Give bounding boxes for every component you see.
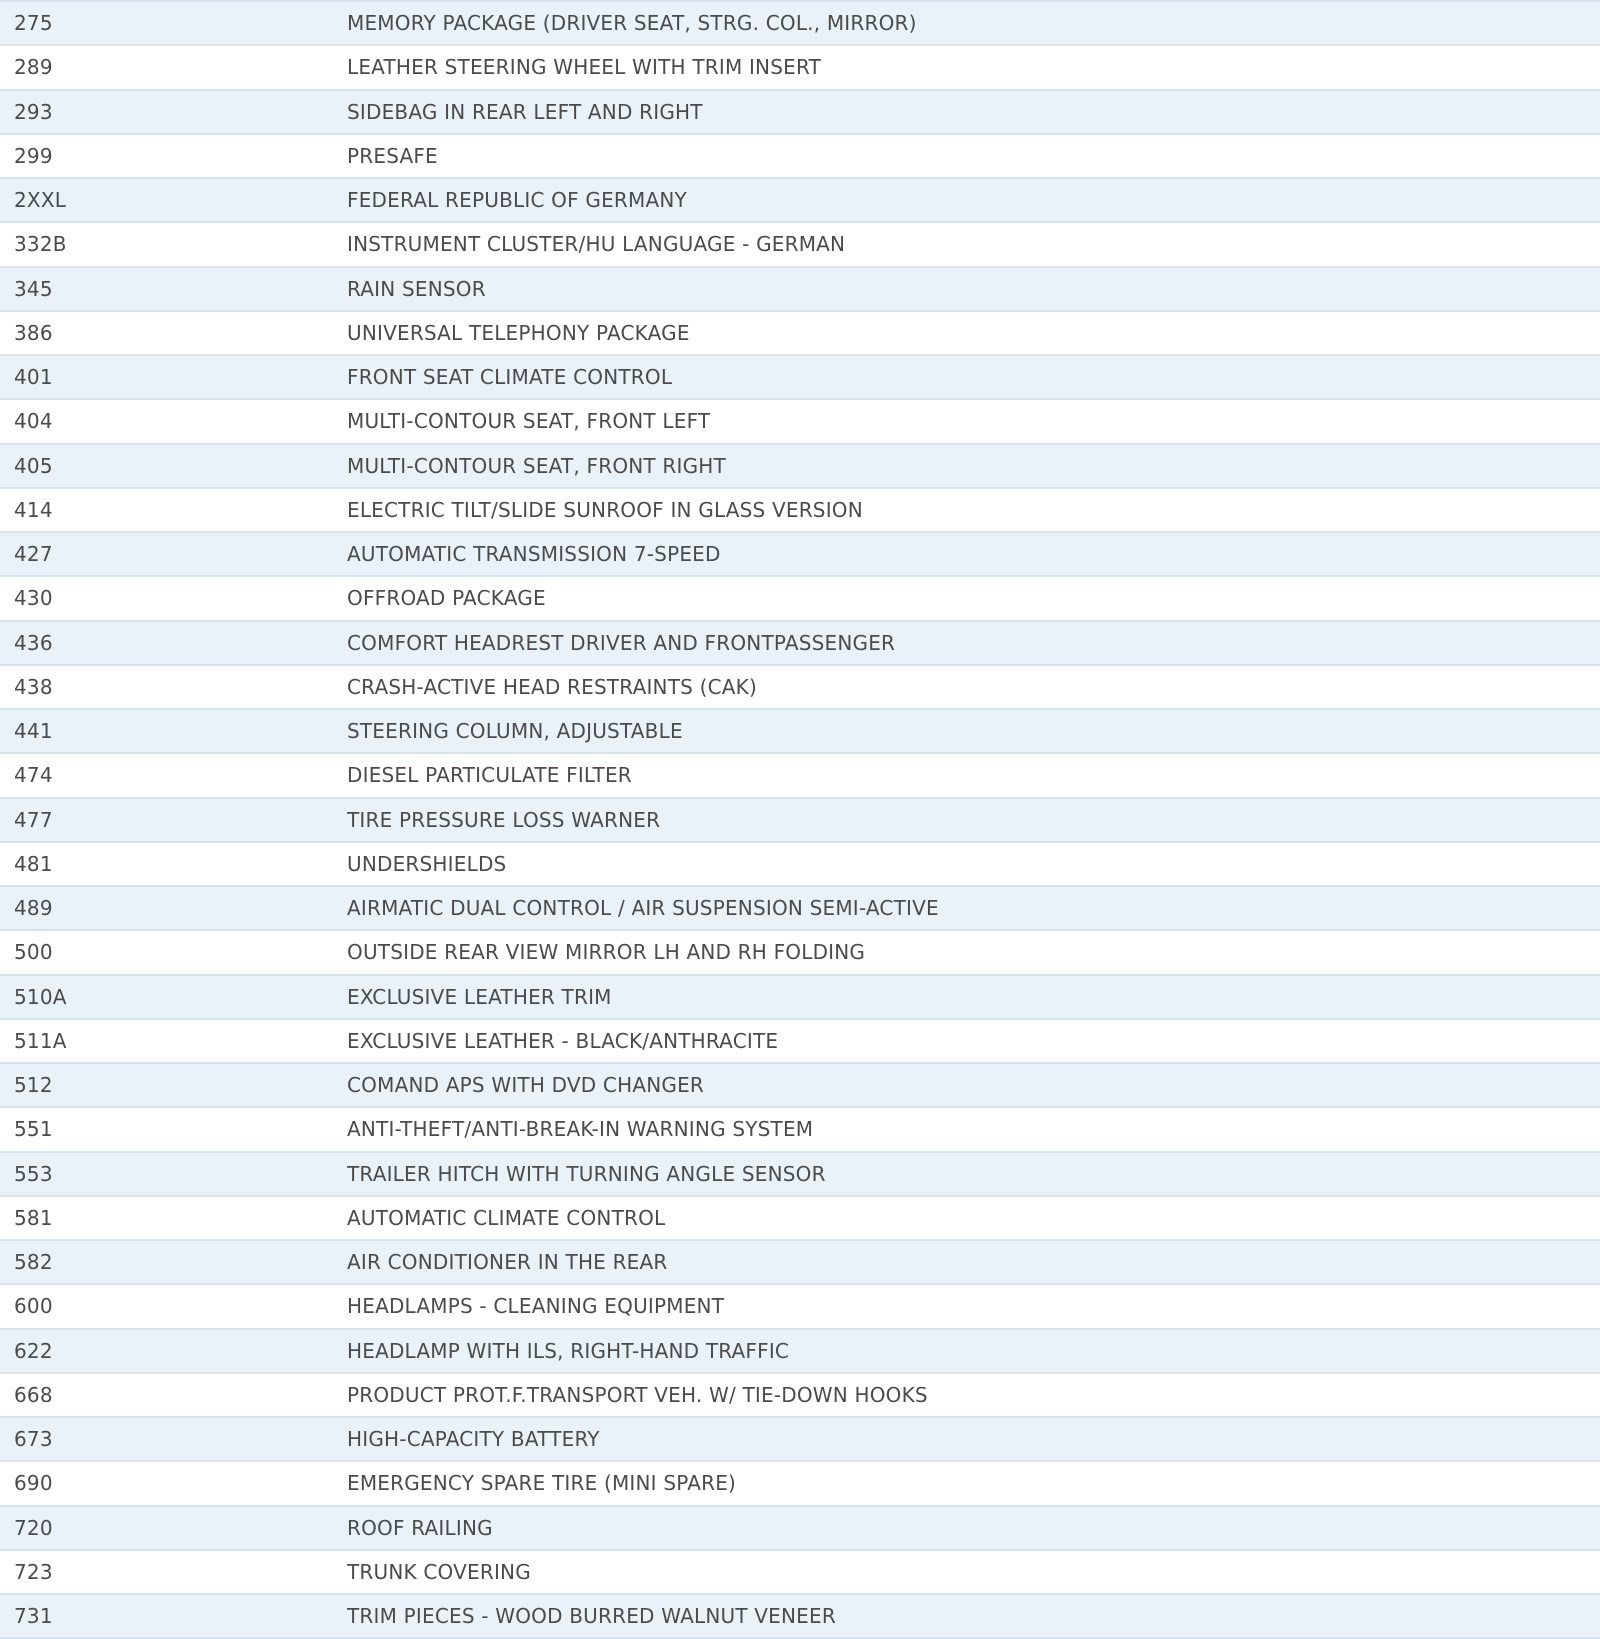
option-code-cell: 293 <box>14 99 53 124</box>
table-row <box>0 1108 1600 1152</box>
option-description-cell: TIRE PRESSURE LOSS WARNER <box>347 807 661 832</box>
option-code-cell: 731 <box>14 1604 53 1629</box>
option-description-cell: MULTI-CONTOUR SEAT, FRONT RIGHT <box>347 453 726 478</box>
option-code-cell: 622 <box>14 1338 53 1363</box>
option-code-cell: 720 <box>14 1515 53 1540</box>
option-description-cell: ROOF RAILING <box>347 1515 493 1540</box>
option-description-cell: AUTOMATIC CLIMATE CONTROL <box>347 1205 666 1230</box>
option-code-cell: 500 <box>14 940 53 965</box>
option-description-cell: AIR CONDITIONER IN THE REAR <box>347 1250 668 1275</box>
option-code-cell: 600 <box>14 1294 53 1319</box>
option-description-cell: STEERING COLUMN, ADJUSTABLE <box>347 719 683 744</box>
option-code-cell: 512 <box>14 1073 53 1098</box>
table-row <box>0 489 1600 533</box>
option-code-cell: 553 <box>14 1161 53 1186</box>
table-row <box>0 268 1600 312</box>
option-code-cell: 386 <box>14 320 53 345</box>
table-row <box>0 356 1600 400</box>
table-row <box>0 1197 1600 1241</box>
option-code-cell: 551 <box>14 1117 53 1142</box>
option-description-cell: UNDERSHIELDS <box>347 851 507 876</box>
option-description-cell: EXCLUSIVE LEATHER - BLACK/ANTHRACITE <box>347 1028 779 1053</box>
option-description-cell: HEADLAMPS - CLEANING EQUIPMENT <box>347 1294 725 1319</box>
option-description-cell: CRASH-ACTIVE HEAD RESTRAINTS (CAK) <box>347 674 757 699</box>
option-description-cell: COMFORT HEADREST DRIVER AND FRONTPASSENGER <box>347 630 896 655</box>
option-code-cell: 668 <box>14 1382 53 1407</box>
option-code-cell: 690 <box>14 1471 53 1496</box>
table-row <box>0 976 1600 1020</box>
option-description-cell: HEADLAMP WITH ILS, RIGHT-HAND TRAFFIC <box>347 1338 790 1363</box>
option-description-cell: EXCLUSIVE LEATHER TRIM <box>347 984 612 1009</box>
table-row <box>0 91 1600 135</box>
table-row <box>0 1374 1600 1418</box>
option-description-cell: COMAND APS WITH DVD CHANGER <box>347 1073 705 1098</box>
table-row <box>0 312 1600 356</box>
option-description-cell: FEDERAL REPUBLIC OF GERMANY <box>347 188 687 213</box>
table-row <box>0 1418 1600 1462</box>
table-row <box>0 46 1600 90</box>
option-description-cell: HIGH-CAPACITY BATTERY <box>347 1427 600 1452</box>
option-description-cell: MEMORY PACKAGE (DRIVER SEAT, STRG. COL., MIRROR) <box>347 11 917 36</box>
table-row <box>0 533 1600 577</box>
option-description-cell: INSTRUMENT CLUSTER/HU LANGUAGE - GERMAN <box>347 232 846 257</box>
option-code-cell: 427 <box>14 542 53 567</box>
table-row <box>0 135 1600 179</box>
option-description-cell: AUTOMATIC TRANSMISSION 7-SPEED <box>347 542 721 567</box>
option-code-cell: 489 <box>14 896 53 921</box>
option-code-cell: 477 <box>14 807 53 832</box>
option-description-cell: SIDEBAG IN REAR LEFT AND RIGHT <box>347 99 703 124</box>
option-code-cell: 436 <box>14 630 53 655</box>
option-code-cell: 474 <box>14 763 53 788</box>
table-row <box>0 931 1600 975</box>
table-row <box>0 1462 1600 1506</box>
option-code-cell: 289 <box>14 55 53 80</box>
option-code-cell: 414 <box>14 497 53 522</box>
option-code-cell: 441 <box>14 719 53 744</box>
table-row <box>0 1285 1600 1329</box>
table-row <box>0 622 1600 666</box>
option-description-cell: TRAILER HITCH WITH TURNING ANGLE SENSOR <box>347 1161 826 1186</box>
table-row <box>0 400 1600 444</box>
option-description-cell: FRONT SEAT CLIMATE CONTROL <box>347 365 673 390</box>
option-code-cell: 438 <box>14 674 53 699</box>
table-row <box>0 1595 1600 1639</box>
table-row <box>0 1153 1600 1197</box>
table-row <box>0 1020 1600 1064</box>
table-row <box>0 666 1600 710</box>
option-description-cell: RAIN SENSOR <box>347 276 486 301</box>
table-row <box>0 1330 1600 1374</box>
table-row <box>0 887 1600 931</box>
option-description-cell: PRODUCT PROT.F.TRANSPORT VEH. W/ TIE-DOWN HOOKS <box>347 1382 928 1407</box>
table-row <box>0 799 1600 843</box>
option-code-cell: 511A <box>14 1028 67 1053</box>
table-row <box>0 2 1600 46</box>
option-description-cell: DIESEL PARTICULATE FILTER <box>347 763 632 788</box>
option-description-cell: ELECTRIC TILT/SLIDE SUNROOF IN GLASS VERSION <box>347 497 863 522</box>
table-row <box>0 1507 1600 1551</box>
option-code-cell: 401 <box>14 365 53 390</box>
option-code-cell: 405 <box>14 453 53 478</box>
option-description-cell: TRUNK COVERING <box>347 1559 531 1584</box>
option-code-cell: 275 <box>14 11 53 36</box>
option-description-cell: ANTI-THEFT/ANTI-BREAK-IN WARNING SYSTEM <box>347 1117 814 1142</box>
option-description-cell: LEATHER STEERING WHEEL WITH TRIM INSERT <box>347 55 822 80</box>
option-description-cell: EMERGENCY SPARE TIRE (MINI SPARE) <box>347 1471 737 1496</box>
option-code-cell: 404 <box>14 409 53 434</box>
table-row <box>0 1064 1600 1108</box>
option-description-cell: AIRMATIC DUAL CONTROL / AIR SUSPENSION SEMI-ACTIVE <box>347 896 939 921</box>
option-code-cell: 430 <box>14 586 53 611</box>
option-description-cell: OUTSIDE REAR VIEW MIRROR LH AND RH FOLDING <box>347 940 866 965</box>
option-code-cell: 510A <box>14 984 67 1009</box>
option-code-cell: 581 <box>14 1205 53 1230</box>
table-row <box>0 1241 1600 1285</box>
table-row <box>0 1551 1600 1595</box>
table-row <box>0 843 1600 887</box>
table-row <box>0 577 1600 621</box>
table-row <box>0 710 1600 754</box>
option-code-cell: 299 <box>14 143 53 168</box>
option-code-cell: 582 <box>14 1250 53 1275</box>
option-code-cell: 673 <box>14 1427 53 1452</box>
table-row <box>0 754 1600 798</box>
option-description-cell: TRIM PIECES - WOOD BURRED WALNUT VENEER <box>347 1604 836 1629</box>
table-row <box>0 179 1600 223</box>
table-row <box>0 223 1600 267</box>
option-code-cell: 723 <box>14 1559 53 1584</box>
option-description-cell: OFFROAD PACKAGE <box>347 586 546 611</box>
option-code-cell: 345 <box>14 276 53 301</box>
option-description-cell: MULTI-CONTOUR SEAT, FRONT LEFT <box>347 409 711 434</box>
option-description-cell: UNIVERSAL TELEPHONY PACKAGE <box>347 320 690 345</box>
option-code-cell: 332B <box>14 232 67 257</box>
option-code-cell: 481 <box>14 851 53 876</box>
table-row <box>0 445 1600 489</box>
option-code-cell: 2XXL <box>14 188 67 213</box>
option-description-cell: PRESAFE <box>347 143 438 168</box>
